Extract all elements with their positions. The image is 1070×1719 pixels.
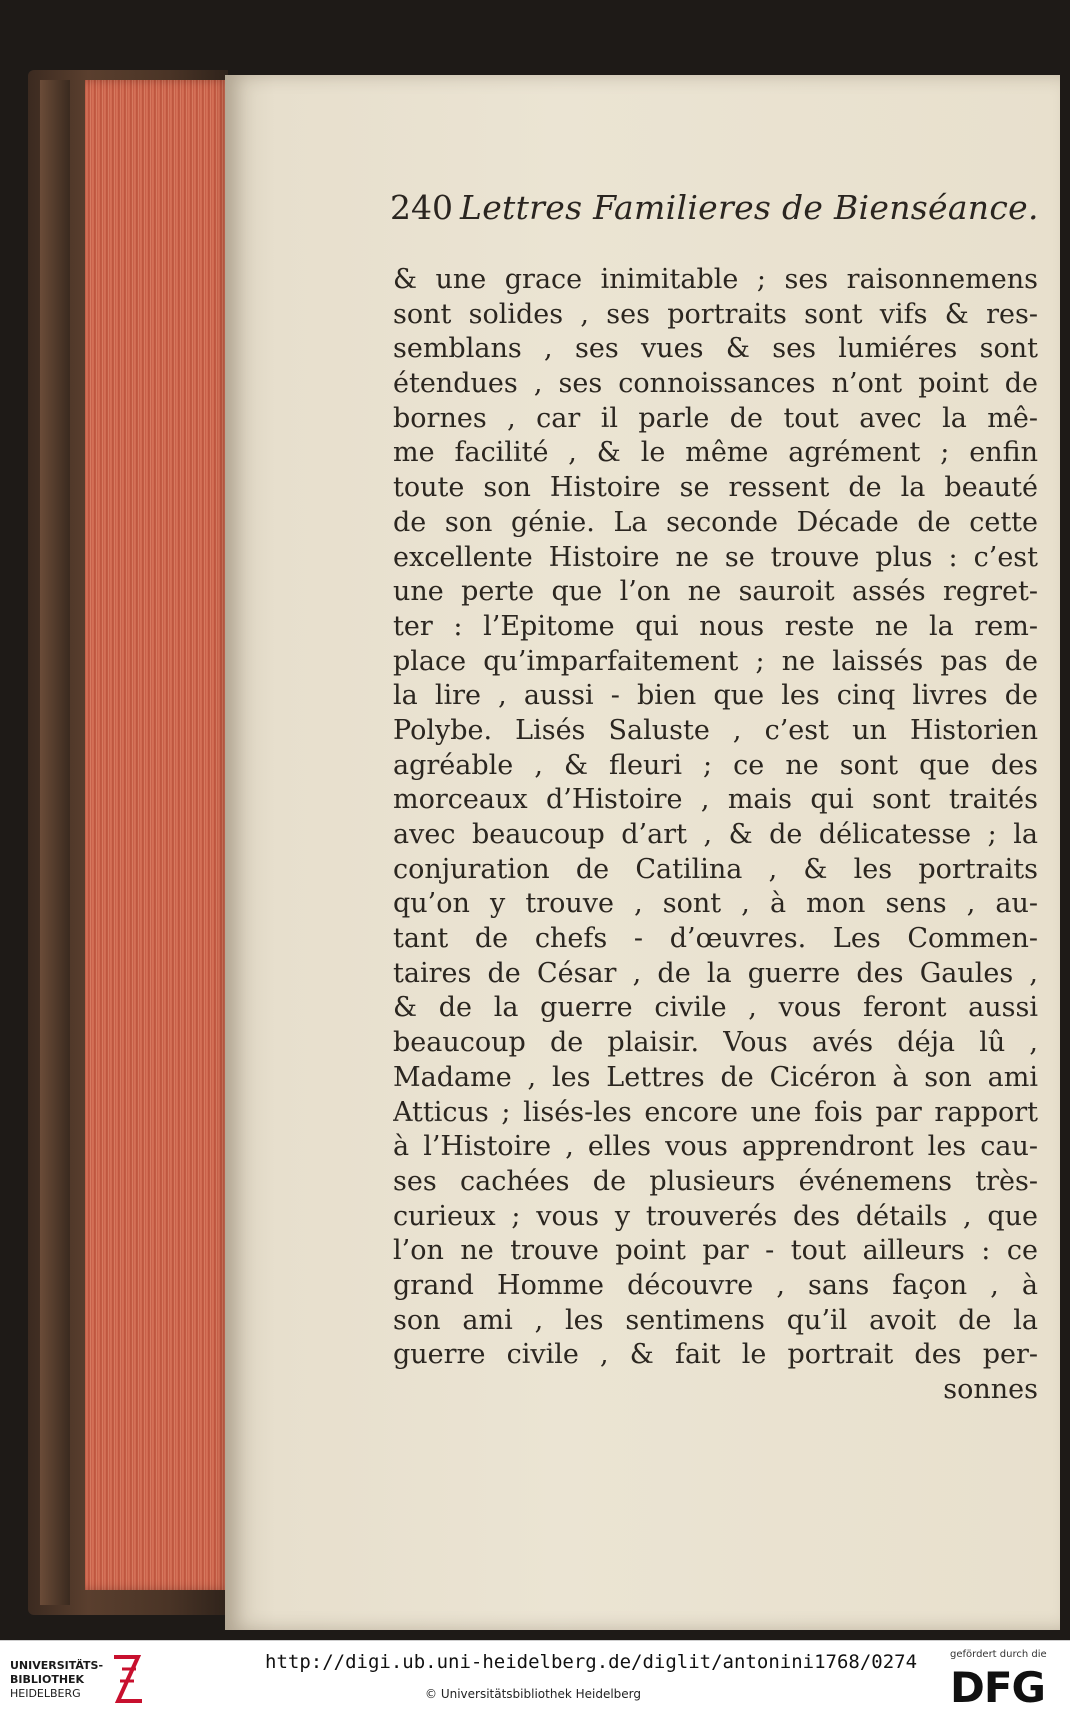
text-line: guerre civile , & fait le portrait des per- [393, 1339, 1038, 1371]
text-line: taires de César , de la guerre des Gaules , [393, 957, 1038, 989]
text-line: une perte que l’on ne sauroit assés regret- [393, 576, 1038, 608]
viewer-footer [0, 1640, 1070, 1719]
text-line: Polybe. Lisés Saluste , c’est un Historien [393, 714, 1038, 746]
text-line: & une grace inimitable ; ses raisonnemens [393, 264, 1038, 295]
text-line: l’on ne trouve point par - tout ailleurs : ce [393, 1235, 1038, 1267]
text-line: sonnes [943, 1374, 1038, 1405]
text-line: son ami , les sentimens qu’il avoit de la [393, 1304, 1038, 1336]
text-line: tant de chefs - d’œuvres. Les Commen- [393, 923, 1038, 955]
permalink-url[interactable]: http://digi.ub.uni-heidelberg.de/diglit/antonini1768/0274 [265, 1651, 918, 1673]
running-head [390, 188, 1039, 238]
library-emblem-icon [108, 1649, 148, 1709]
text-line: excellente Histoire ne se trouve plus : c’est [393, 541, 1038, 573]
text-line: ses cachées de plusieurs événemens très- [393, 1165, 1038, 1197]
funder-caption: gefördert durch die [950, 1649, 1047, 1660]
book-spine-edge [40, 80, 70, 1605]
text-line: curieux ; vous y trouverés des détails , que [393, 1200, 1038, 1232]
library-name-line2: BIBLIOTHEK [10, 1673, 85, 1686]
text-line: semblans , ses vues & ses lumiéres sont [393, 333, 1038, 365]
running-title: Lettres Familieres de Bienséance. [460, 188, 1039, 227]
text-line: me facilité , & le même agrément ; enfin [393, 437, 1038, 469]
library-name-line1: UNIVERSITÄTS- [10, 1659, 104, 1672]
text-line: conjuration de Catilina , & les portraits [393, 853, 1038, 885]
text-line: avec beaucoup d’art , & de délicatesse ; la [393, 819, 1038, 850]
text-line: agréable , & fleuri ; ce ne sont que des [393, 749, 1038, 781]
body-text [393, 263, 1038, 1408]
text-line: sont solides , ses portraits sont vifs & res- [393, 298, 1038, 330]
text-line: qu’on y trouve , sont , à mon sens , au- [393, 888, 1038, 920]
text-line: grand Homme découvre , sans façon , à [393, 1269, 1038, 1301]
text-line: & de la guerre civile , vous feront aussi [393, 992, 1038, 1024]
text-line: toute son Histoire se ressent de la beauté [393, 472, 1038, 504]
dfg-logo: DFG [950, 1663, 1046, 1712]
page-edges [85, 80, 230, 1590]
text-line: de son génie. La seconde Décade de cette [393, 506, 1038, 538]
text-line: ter : l’Epitome qui nous reste ne la rem- [393, 610, 1038, 642]
text-line: place qu’imparfaitement ; ne laissés pas de [393, 645, 1038, 677]
text-line: Madame , les Lettres de Cicéron à son ami [393, 1061, 1038, 1093]
text-line: beaucoup de plaisir. Vous avés déja lû , [393, 1027, 1038, 1059]
text-line: étendues , ses connoissances n’ont point de [393, 368, 1038, 400]
text-line: à l’Histoire , elles vous apprendront les cau- [393, 1131, 1038, 1163]
text-line: Atticus ; lisés-les encore une fois par rapport [393, 1096, 1038, 1128]
library-name-line3: HEIDELBERG [10, 1687, 81, 1700]
text-line: la lire , aussi - bien que les cinq livres de [393, 680, 1038, 712]
text-line: bornes , car il parle de tout avec la mê- [393, 402, 1038, 434]
text-line: morceaux d’Histoire , mais qui sont traités [393, 784, 1038, 816]
page-number: 240 [390, 188, 453, 227]
copyright-notice: © Universitätsbibliothek Heidelberg [425, 1687, 642, 1701]
